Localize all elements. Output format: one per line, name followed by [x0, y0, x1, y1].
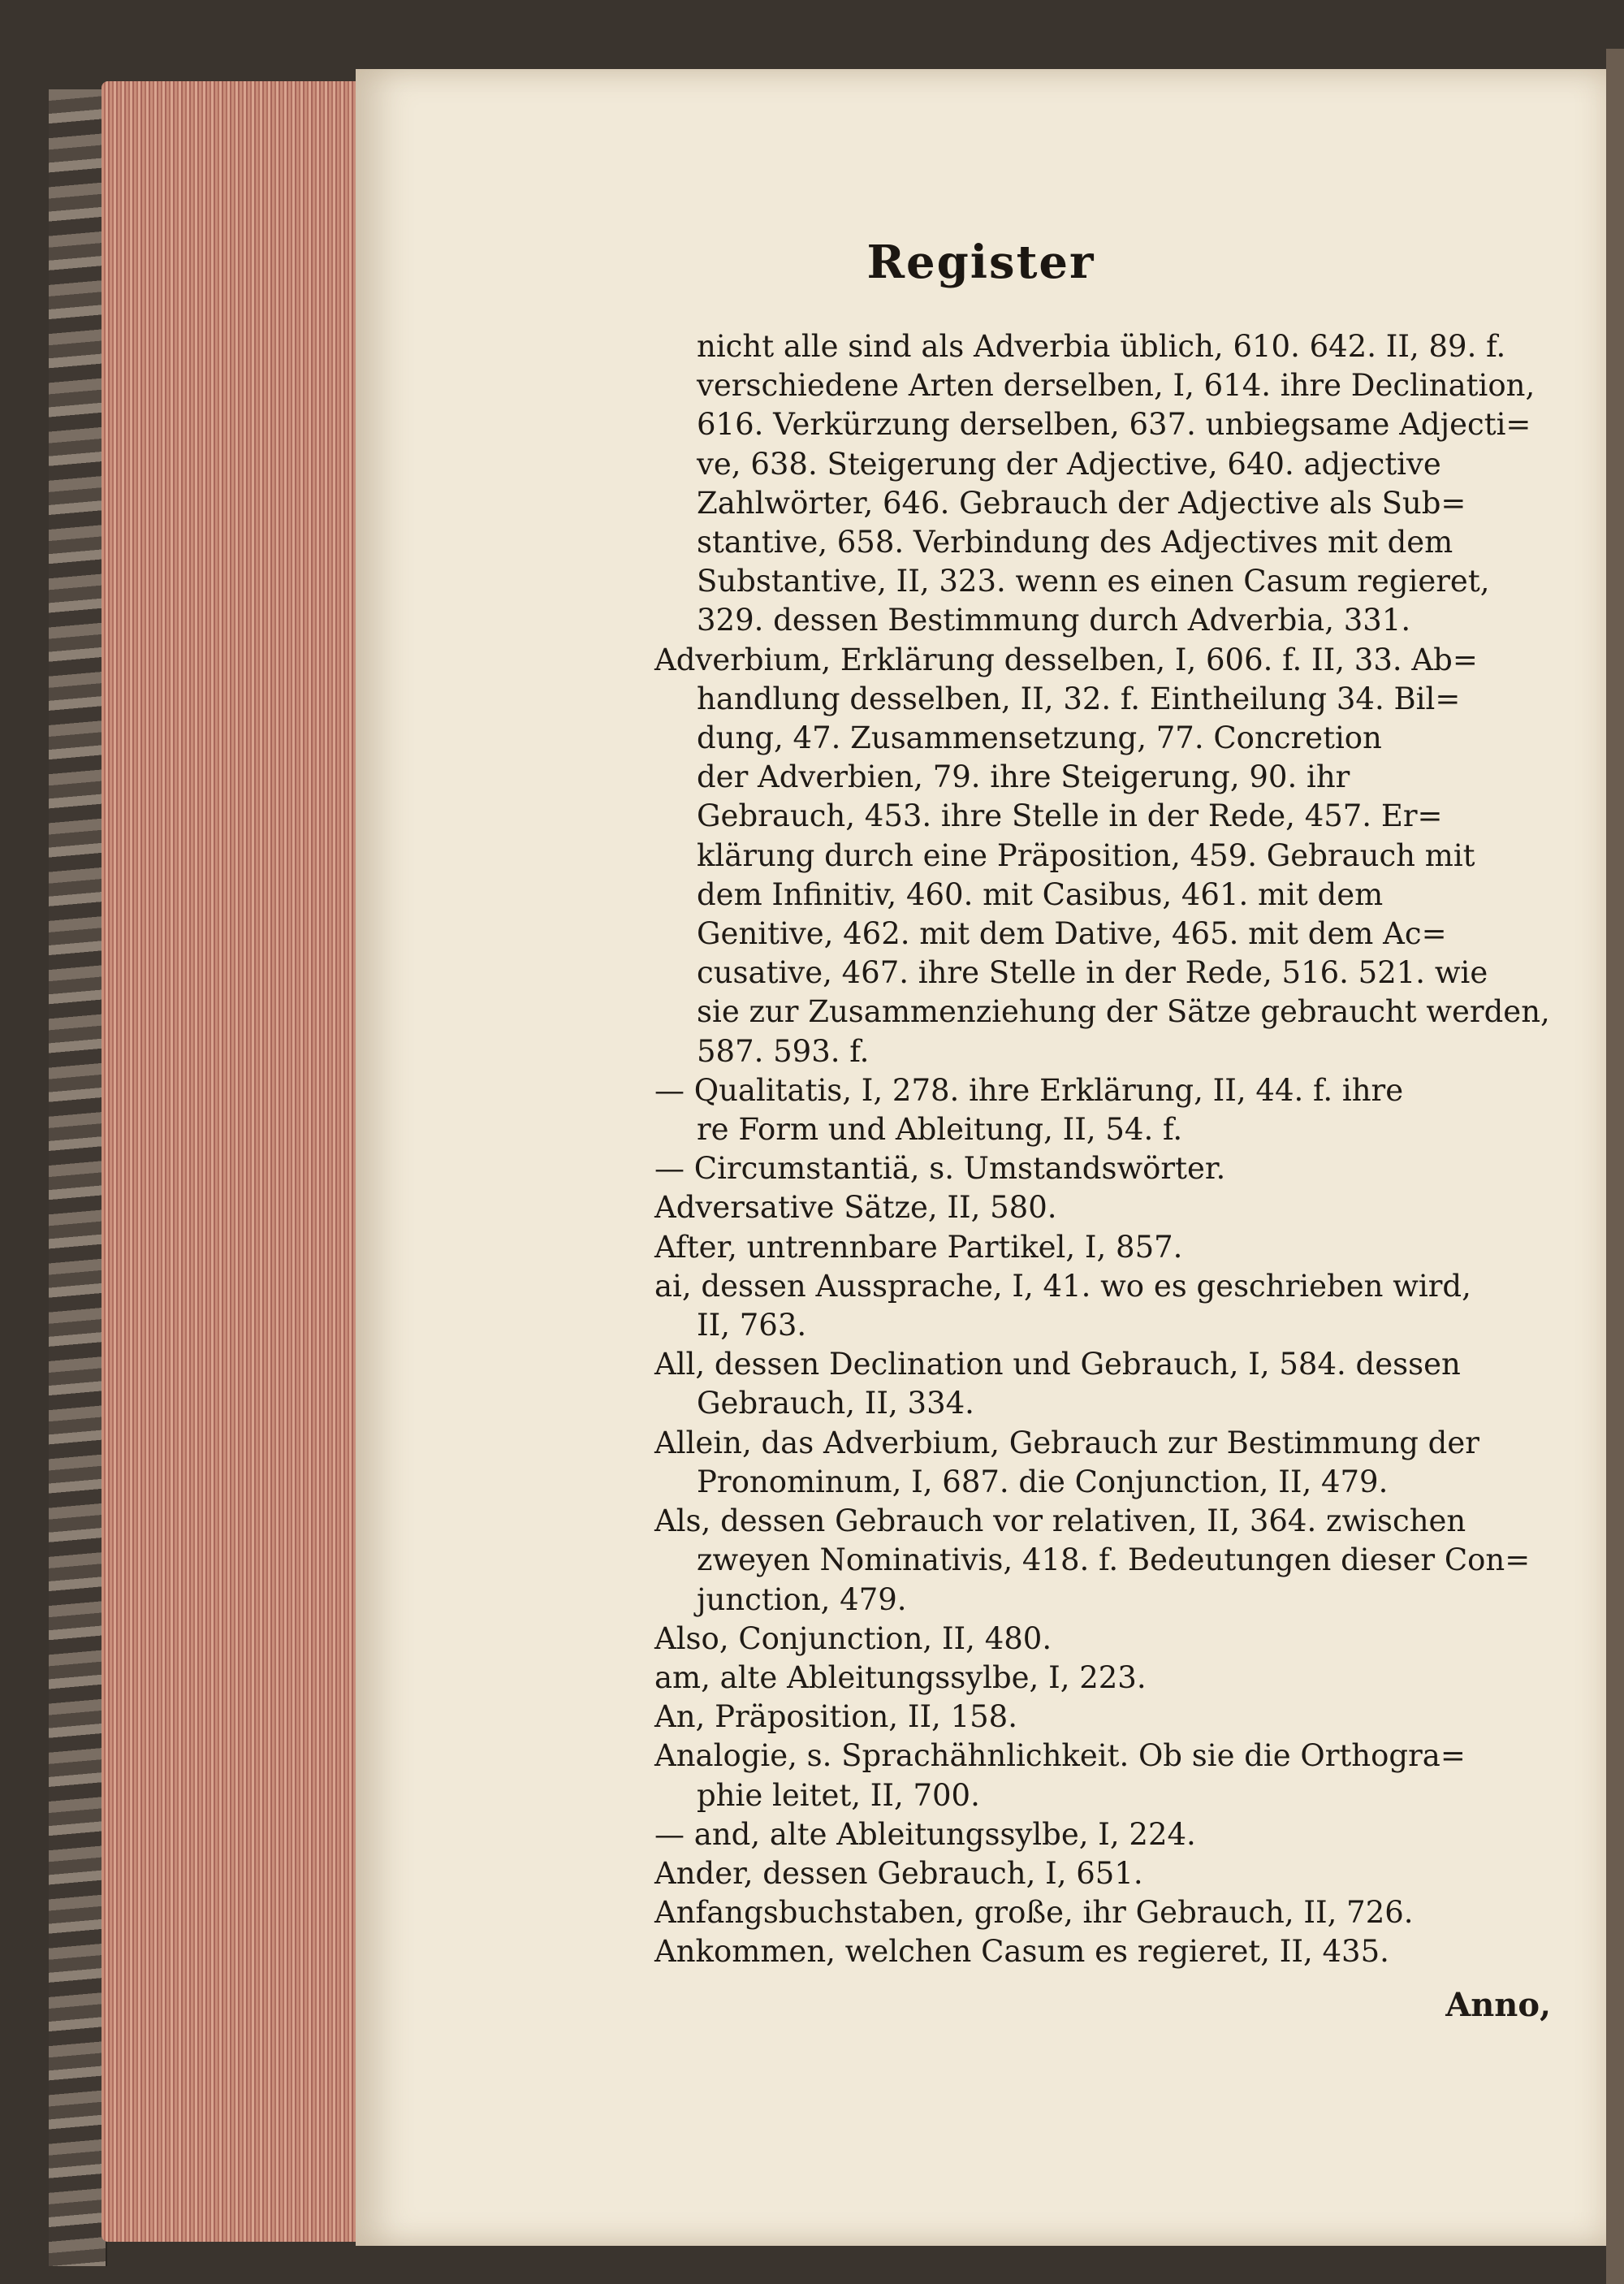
index-line: Anfangsbuchstaben, große, ihr Gebrauch, II, 726. [654, 1895, 1414, 1931]
index-line: After, untrennbare Partikel, I, 857. [654, 1229, 1183, 1265]
index-line: — Circumstantiä, s. Umstandswörter. [654, 1151, 1226, 1187]
index-line: 587. 593. f. [697, 1033, 870, 1069]
index-entries [654, 327, 1624, 1972]
page-edges [102, 81, 357, 2242]
back-cover-edge [1606, 49, 1624, 2284]
index-line: klärung durch eine Präposition, 459. Gebrauch mit [697, 837, 1475, 873]
index-line: Adversative Sätze, II, 580. [654, 1190, 1057, 1226]
index-line: II, 763. [697, 1308, 807, 1343]
index-line: Adverbium, Erklärung desselben, I, 606. f. II, 33. Ab= [654, 642, 1478, 677]
index-line: Ankommen, welchen Casum es regieret, II, 435. [654, 1934, 1389, 1970]
index-line: Als, dessen Gebrauch vor relativen, II, 364. zwischen [654, 1503, 1466, 1539]
index-line: Zahlwörter, 646. Gebrauch der Adjective als Sub= [697, 485, 1466, 521]
index-line: re Form und Ableitung, II, 54. f. [697, 1112, 1183, 1148]
index-line: zweyen Nominativis, 418. f. Bedeutungen dieser Con= [697, 1542, 1531, 1578]
index-line: phie leitet, II, 700. [697, 1777, 980, 1813]
index-line: Pronominum, I, 687. die Conjunction, II, 479. [697, 1464, 1389, 1499]
index-line: Substantive, II, 323. wenn es einen Casum regieret, [697, 564, 1490, 599]
index-line: Allein, das Adverbium, Gebrauch zur Bestimmung der [654, 1425, 1479, 1460]
index-line: All, dessen Declination und Gebrauch, I, 584. dessen [654, 1347, 1461, 1382]
index-line: Analogie, s. Sprachähnlichkeit. Ob sie die Orthogra= [654, 1738, 1466, 1774]
index-line: Gebrauch, 453. ihre Stelle in der Rede, 457. Er= [697, 798, 1443, 834]
index-line: sie zur Zusammenziehung der Sätze gebraucht werden, [697, 994, 1550, 1030]
index-line: dem Infinitiv, 460. mit Casibus, 461. mit dem [697, 876, 1384, 912]
index-line: 329. dessen Bestimmung durch Adverbia, 331. [697, 603, 1411, 638]
marbled-binding [49, 89, 107, 2266]
index-line: ve, 638. Steigerung der Adjective, 640. adjective [697, 446, 1441, 482]
index-line: 616. Verkürzung derselben, 637. unbiegsame Adjecti= [697, 407, 1531, 443]
index-line: dung, 47. Zusammensetzung, 77. Concretion [697, 720, 1382, 756]
index-line: am, alte Ableitungssylbe, I, 223. [654, 1659, 1147, 1695]
index-line: der Adverbien, 79. ihre Steigerung, 90. ihr [697, 759, 1350, 795]
index-line: cusative, 467. ihre Stelle in der Rede, 516. 521. wie [697, 955, 1488, 991]
index-line: verschiedene Arten derselben, I, 614. ihre Declination, [697, 368, 1535, 404]
index-line: — and, alte Ableitungssylbe, I, 224. [654, 1816, 1196, 1852]
index-line: An, Präposition, II, 158. [654, 1699, 1017, 1735]
index-line: junction, 479. [697, 1581, 907, 1617]
index-line: Ander, dessen Gebrauch, I, 651. [654, 1855, 1143, 1891]
running-header: Register [866, 236, 1095, 289]
index-line: handlung desselben, II, 32. f. Eintheilung 34. Bil= [697, 681, 1461, 716]
index-line: Genitive, 462. mit dem Dative, 465. mit dem Ac= [697, 916, 1447, 952]
index-line: stantive, 658. Verbindung des Adjectives mit dem [697, 525, 1453, 560]
index-line: Gebrauch, II, 334. [697, 1386, 974, 1421]
index-line: Also, Conjunction, II, 480. [654, 1620, 1052, 1656]
index-line: — Qualitatis, I, 278. ihre Erklärung, II, 44. f. ihre [654, 1072, 1404, 1108]
index-line: nicht alle sind als Adverbia üblich, 610. 642. II, 89. f. [697, 329, 1506, 364]
book-page [356, 69, 1606, 2246]
index-line: ai, dessen Aussprache, I, 41. wo es geschrieben wird, [654, 1268, 1471, 1304]
catchword: Anno, [1445, 1986, 1551, 2024]
